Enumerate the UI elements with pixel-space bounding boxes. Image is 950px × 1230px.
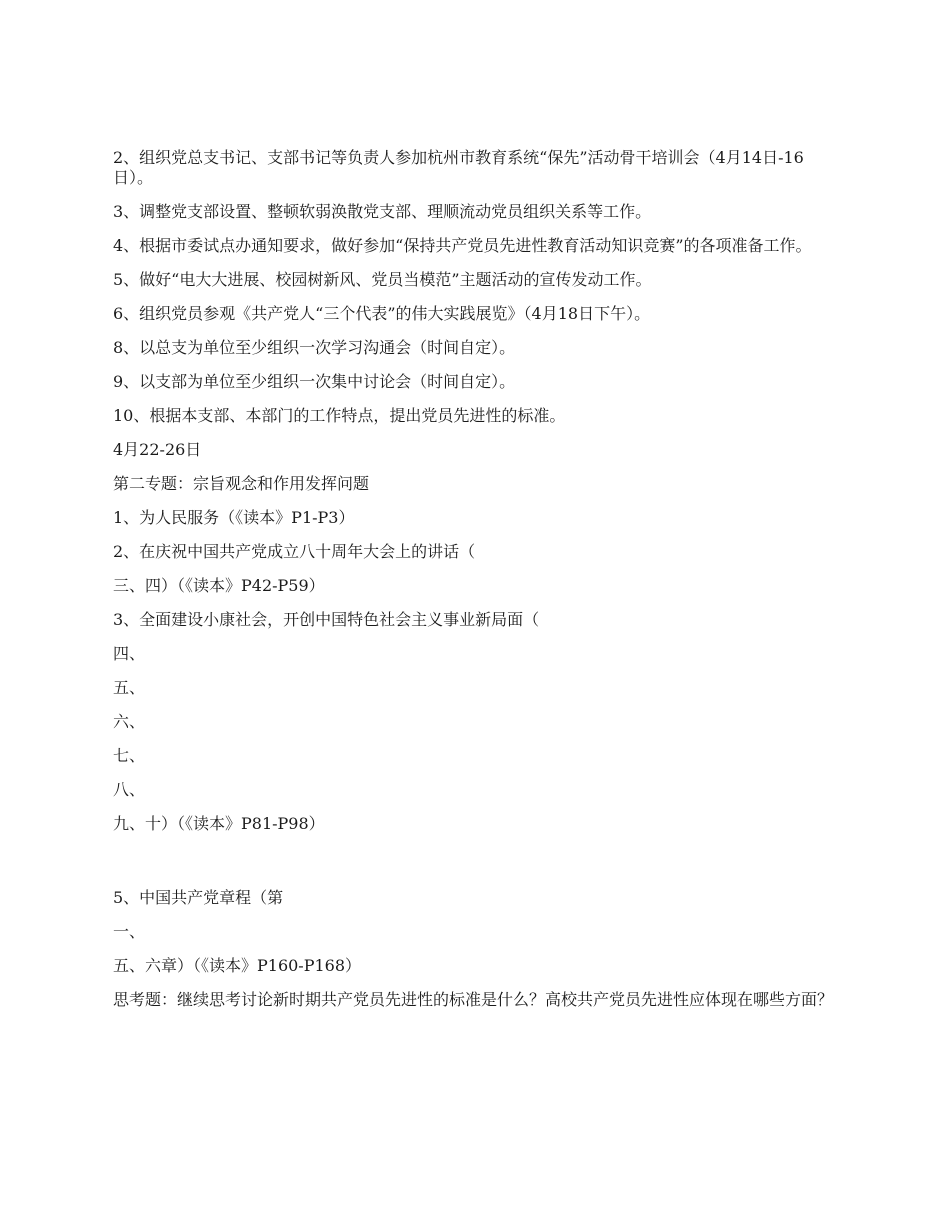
paragraph: 七、 xyxy=(113,746,146,765)
paragraph: 9、以支部为单位至少组织一次集中讨论会（时间自定）。 xyxy=(113,372,516,391)
question-paragraph: 思考题：继续思考讨论新时期共产党员先进性的标准是什么？高校共产党员先进性应体现在哪些方面？ xyxy=(113,990,834,1009)
paragraph: 3、全面建设小康社会，开创中国特色社会主义事业新局面（ xyxy=(113,610,540,629)
blank-gap xyxy=(113,848,838,888)
section-heading: 第二专题：宗旨观念和作用发挥问题 xyxy=(113,474,370,493)
paragraph: 6、组织党员参观《共产党人“三个代表”的伟大实践展览》（4月18日下午）。 xyxy=(113,304,651,323)
paragraph: 五、 xyxy=(113,678,146,697)
paragraph: 九、十）（《读本》P81-P98） xyxy=(113,814,325,833)
paragraph: 八、 xyxy=(113,780,146,799)
paragraph: 1、为人民服务（《读本》P1-P3） xyxy=(113,508,355,527)
paragraph: 3、调整党支部设置、整顿软弱涣散党支部、理顺流动党员组织关系等工作。 xyxy=(113,202,652,221)
paragraph: 5、做好“电大大进展、校园树新风、党员当模范”主题活动的宣传发动工作。 xyxy=(113,270,652,289)
document-body xyxy=(113,148,838,1024)
paragraph: 2、组织党总支书记、支部书记等负责人参加杭州市教育系统“保先”活动骨干培训会（4月14日-16日）。 xyxy=(113,148,804,187)
paragraph: 2、在庆祝中国共产党成立八十周年大会上的讲话（ xyxy=(113,542,476,561)
paragraph: 4、根据市委试点办通知要求，做好参加“保持共产党员先进性教育活动知识竞赛”的各项准备工作。 xyxy=(113,236,812,255)
paragraph: 5、中国共产党章程（第 xyxy=(113,888,284,907)
paragraph: 六、 xyxy=(113,712,146,731)
paragraph: 四、 xyxy=(113,644,146,663)
paragraph: 一、 xyxy=(113,922,146,941)
date-line: 4月22-26日 xyxy=(113,440,202,459)
paragraph: 五、六章）（《读本》P160-P168） xyxy=(113,956,362,975)
paragraph: 10、根据本支部、本部门的工作特点，提出党员先进性的标准。 xyxy=(113,406,566,425)
paragraph: 三、四）（《读本》P42-P59） xyxy=(113,576,325,595)
paragraph: 8、以总支为单位至少组织一次学习沟通会（时间自定）。 xyxy=(113,338,516,357)
